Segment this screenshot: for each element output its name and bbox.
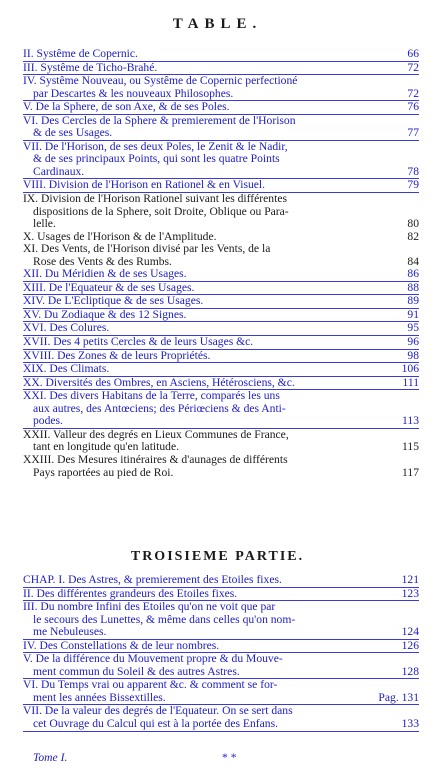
toc-page-number: 133	[401, 717, 419, 731]
toc-entry-text: VII. De l'Horison, de ses deux Poles, le Zenit & le Nadir,	[23, 140, 288, 153]
toc-entry	[23, 429, 419, 454]
toc-entry	[23, 588, 419, 602]
toc-entry	[23, 101, 419, 115]
toc-entry-text: III. Systême de Ticho-Brahé.	[23, 61, 158, 74]
toc-entry-text: le secours des Lunettes, & même dans celles qu'on nom-	[33, 613, 296, 626]
toc-entry	[23, 679, 419, 705]
toc-entry	[23, 377, 419, 391]
toc-page-number: 77	[407, 126, 419, 140]
toc-entry-text: & de ses principaux Points, qui sont les quatre Points	[33, 153, 280, 166]
toc-entry	[23, 705, 419, 731]
toc-page-number: 82	[407, 229, 419, 243]
toc-entry-text: XXII. Valleur des degrés en Lieux Communes de France,	[23, 428, 289, 441]
toc-entry-text: me Nebuleuses.	[33, 626, 107, 639]
toc-entry-text: ment commun du Soleil & des autres Astres.	[33, 665, 240, 678]
toc-page-number: 72	[407, 86, 419, 100]
toc-page-number: 72	[407, 60, 419, 74]
toc-entry	[23, 601, 419, 640]
toc-page-number: 106	[401, 362, 419, 376]
toc-entry-text: tant en longitude qu'en latitude.	[33, 441, 180, 454]
toc-entry-text: XVI. Des Colures.	[23, 322, 110, 335]
toc-entry-text: III. Du nombre Infini des Etoiles qu'on ne voit que par	[23, 601, 276, 614]
toc-page-number: 91	[407, 307, 419, 321]
toc-entry-text: V. De la différence du Mouvement propre & du Mouve-	[23, 653, 283, 666]
toc-page-number: 76	[407, 100, 419, 114]
toc-entry-text: Cardinaux.	[33, 165, 85, 178]
toc-entry-text: Pays raportées au pied de Roi.	[33, 466, 174, 479]
toc-entry	[23, 268, 419, 282]
toc-entry-text: X. Usages de l'Horison & de l'Amplitude.	[23, 230, 217, 243]
toc-page-number: 126	[401, 638, 419, 652]
toc-entry-text: IX. Division de l'Horison Rationel suivant les différentes	[23, 193, 287, 206]
toc-entry-text: IV. Des Constellations & de leur nombres.	[23, 639, 220, 652]
toc-page-number: 115	[402, 440, 419, 454]
part2-entry-list	[23, 48, 419, 479]
toc-entry	[23, 640, 419, 654]
toc-entry-text: XVIII. Des Zones & de leurs Propriétés.	[23, 349, 211, 362]
toc-entry-text: & de ses Usages.	[33, 127, 113, 140]
toc-page-number: 117	[402, 465, 419, 479]
toc-entry	[23, 295, 419, 309]
toc-entry-text: II. Systême de Copernic.	[23, 48, 138, 60]
footer-mark: * *	[222, 751, 237, 764]
toc-entry-text: XII. Du Méridien & de ses Usages.	[23, 268, 187, 281]
toc-entry-text: lelle.	[33, 218, 56, 231]
toc-entry-text: VIII. Division de l'Horison en Rationel & en Visuel.	[23, 179, 266, 192]
toc-entry-text: ment les années Bissextilles.	[33, 691, 166, 704]
toc-entry	[23, 141, 419, 180]
toc-page-number: 84	[407, 254, 419, 268]
toc-entry-text: XIV. De L'Ecliptique & de ses Usages.	[23, 295, 204, 308]
toc-entry-text: VII. De la valeur des degrés de l'Equateur. On se sert dans	[23, 705, 293, 718]
toc-page-number: 79	[407, 178, 419, 192]
toc-page-number: 96	[407, 335, 419, 349]
toc-entry-text: cet Ouvrage du Calcul qui est à la portée des Enfans.	[33, 718, 278, 731]
toc-entry	[23, 309, 419, 323]
toc-entry	[23, 75, 419, 101]
toc-page-number: 86	[407, 267, 419, 281]
toc-entry	[23, 115, 419, 141]
toc-entry-text: Rose des Vents & des Rumbs.	[33, 255, 172, 268]
toc-entry-text: par Descartes & les nouveaux Philosophes.	[33, 87, 234, 100]
toc-entry	[23, 179, 419, 193]
toc-entry-text: IV. Systême Nouveau, ou Systême de Copernic perfectioné	[23, 75, 298, 88]
toc-page-number: 66	[407, 47, 419, 60]
section-heading: TROISIEME PARTIE.	[130, 549, 305, 564]
toc-page-number: 88	[407, 280, 419, 294]
toc-entry	[23, 653, 419, 679]
toc-entry-text: XVII. Des 4 petits Cercles & de leurs Usages &c.	[23, 336, 254, 349]
part3-entry-list	[23, 574, 419, 732]
toc-entry	[23, 350, 419, 364]
toc-entry-text: VI. Des Cercles de la Sphere & premierement de l'Horison	[23, 114, 296, 127]
toc-entry	[23, 62, 419, 76]
toc-page-number: 128	[401, 664, 419, 678]
toc-page-number: 89	[407, 294, 419, 308]
toc-page-number: 124	[401, 625, 419, 639]
toc-entry	[23, 231, 419, 244]
toc-entry	[23, 193, 419, 231]
toc-entry	[23, 454, 419, 479]
toc-page-number: 78	[407, 164, 419, 178]
toc-entry-text: podes.	[33, 415, 63, 428]
toc-entry	[23, 322, 419, 336]
toc-page-number: Pag. 131	[378, 690, 419, 704]
toc-page-number: 98	[407, 348, 419, 362]
toc-entry-text: II. Des différentes grandeurs des Etoiles fixes.	[23, 587, 238, 600]
toc-entry	[23, 243, 419, 268]
toc-entry	[23, 336, 419, 350]
footer-signature: Tome I.	[33, 751, 68, 764]
toc-entry-text: XXIII. Des Mesures itinéraires & d'aunages de différents	[23, 453, 288, 466]
toc-entry	[23, 390, 419, 429]
toc-entry	[23, 363, 419, 377]
toc-page-number: 95	[407, 321, 419, 335]
toc-entry-text: XIII. De l'Equateur & de ses Usages.	[23, 281, 195, 294]
toc-page-number: 123	[401, 586, 419, 600]
toc-entry-text: aux autres, des Antœciens; des Périœciens & des Anti-	[33, 402, 286, 415]
toc-entry-text: dispositions de la Sphere, soit Droite, Oblique ou Para-	[33, 205, 289, 218]
toc-entry	[23, 574, 419, 588]
toc-entry-text: XIX. Des Climats.	[23, 363, 110, 376]
toc-entry-text: V. De la Sphere, de son Axe, & de ses Poles.	[23, 101, 230, 114]
toc-entry-text: CHAP. I. Des Astres, & premierement des Etoiles fixes.	[23, 574, 282, 586]
toc-entry-text: XV. Du Zodiaque & des 12 Signes.	[23, 308, 187, 321]
toc-page-number: 113	[402, 414, 419, 428]
toc-entry	[23, 282, 419, 296]
toc-entry-text: VI. Du Temps vrai ou apparent &c. & comment se for-	[23, 679, 278, 692]
toc-entry-text: XI. Des Vents, de l'Horison divisé par les Vents, de la	[23, 243, 271, 256]
toc-entry-text: XX. Diversités des Ombres, en Asciens, Hétérosciens, &c.	[23, 376, 295, 389]
toc-page-number: 121	[401, 573, 419, 586]
toc-entry-text: XXI. Des divers Habitans de la Terre, comparés les uns	[23, 390, 280, 403]
toc-entry	[23, 48, 419, 62]
toc-page-number: 111	[402, 375, 419, 389]
toc-page-number: 80	[407, 217, 419, 231]
page-heading: TABLE.	[172, 16, 263, 32]
